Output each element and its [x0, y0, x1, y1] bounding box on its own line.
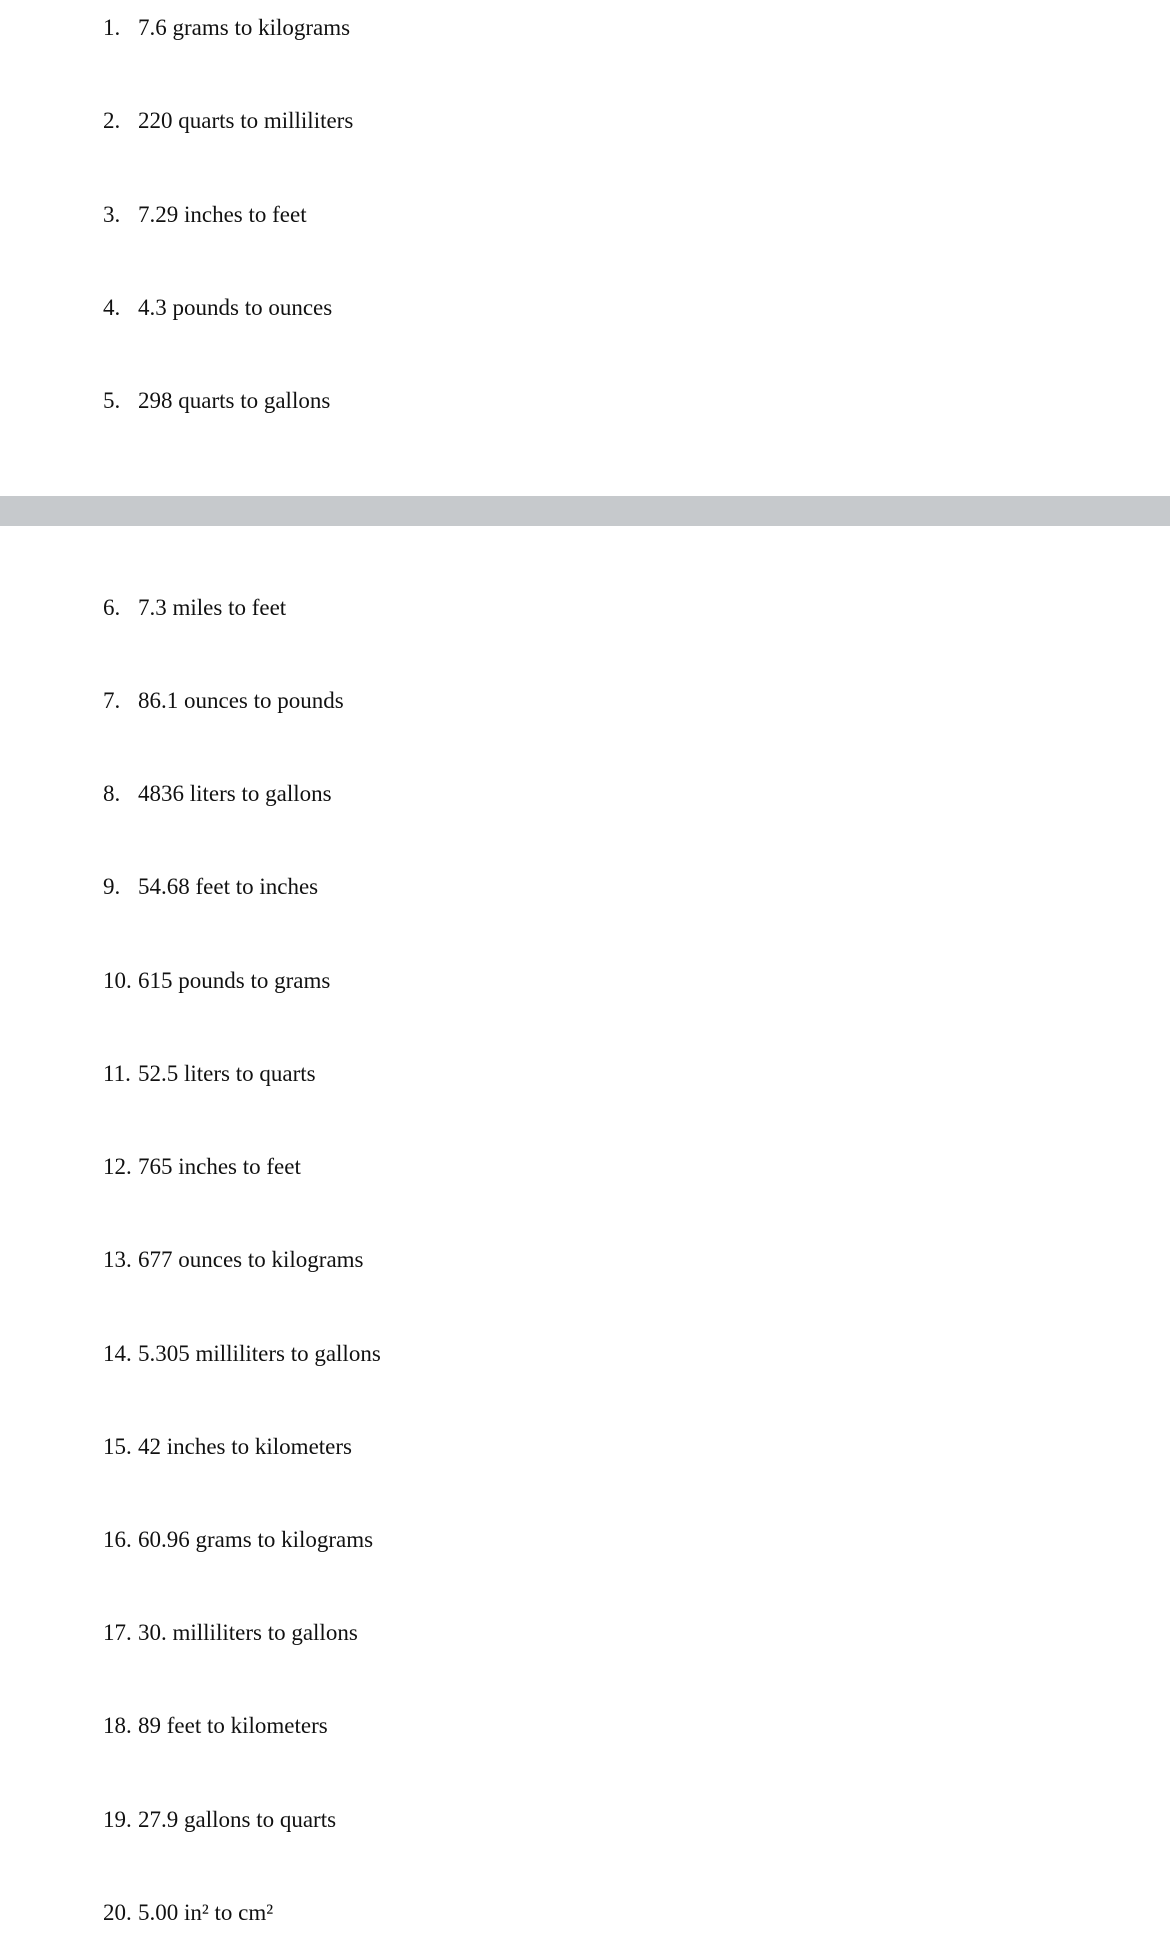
- problem-item-11: [103, 1060, 316, 1088]
- problem-item-8: [103, 780, 332, 808]
- problem-number: 12.: [103, 1154, 132, 1179]
- problem-text: 42 inches to kilometers: [138, 1434, 352, 1459]
- problem-number: 2.: [103, 108, 121, 133]
- problem-number: 5.: [103, 388, 121, 413]
- problem-item-5: [103, 387, 330, 415]
- problem-item-18: [103, 1712, 328, 1740]
- problem-item-3: [103, 201, 307, 229]
- page-separator: [0, 496, 1170, 526]
- problem-text: 5.00 in² to cm²: [138, 1900, 274, 1925]
- problem-number: 13.: [103, 1247, 132, 1272]
- problem-item-9: [103, 873, 318, 901]
- problem-item-2: [103, 107, 353, 135]
- problem-item-13: [103, 1246, 364, 1274]
- problem-number: 11.: [103, 1061, 131, 1086]
- problem-text: 4836 liters to gallons: [138, 781, 332, 806]
- problem-item-12: [103, 1153, 301, 1181]
- problem-text: 7.3 miles to feet: [138, 595, 287, 620]
- problem-number: 18.: [103, 1713, 132, 1738]
- problem-item-10: [103, 967, 330, 995]
- problem-text: 60.96 grams to kilograms: [138, 1527, 374, 1552]
- problem-number: 7.: [103, 688, 121, 713]
- problem-text: 52.5 liters to quarts: [138, 1061, 316, 1086]
- problem-number: 16.: [103, 1527, 132, 1552]
- document-page-2: [0, 526, 1170, 1953]
- problem-text: 615 pounds to grams: [138, 968, 331, 993]
- problem-item-16: [103, 1526, 373, 1554]
- problem-number: 8.: [103, 781, 121, 806]
- problem-number: 6.: [103, 595, 121, 620]
- problem-text: 27.9 gallons to quarts: [138, 1807, 337, 1832]
- problem-number: 4.: [103, 295, 121, 320]
- problem-number: 17.: [103, 1620, 132, 1645]
- problem-item-15: [103, 1433, 352, 1461]
- problem-text: 677 ounces to kilograms: [138, 1247, 364, 1272]
- problem-number: 10.: [103, 968, 132, 993]
- problem-item-19: [103, 1806, 336, 1834]
- problem-number: 20.: [103, 1900, 132, 1925]
- problem-item-14: [103, 1340, 381, 1368]
- problem-text: 5.305 milliliters to gallons: [138, 1341, 381, 1366]
- problem-text: 220 quarts to milliliters: [138, 108, 354, 133]
- problem-number: 1.: [103, 15, 121, 40]
- problem-item-1: [103, 14, 350, 42]
- problem-number: 9.: [103, 874, 121, 899]
- problem-number: 19.: [103, 1807, 132, 1832]
- problem-text: 30. milliliters to gallons: [138, 1620, 358, 1645]
- problem-item-20: [103, 1899, 273, 1927]
- problem-number: 3.: [103, 202, 121, 227]
- problem-item-17: [103, 1619, 358, 1647]
- problem-text: 4.3 pounds to ounces: [138, 295, 333, 320]
- problem-text: 86.1 ounces to pounds: [138, 688, 344, 713]
- problem-text: 7.29 inches to feet: [138, 202, 307, 227]
- problem-item-7: [103, 687, 344, 715]
- problem-text: 7.6 grams to kilograms: [138, 15, 351, 40]
- problem-item-4: [103, 294, 332, 322]
- problem-number: 15.: [103, 1434, 132, 1459]
- problem-item-6: [103, 594, 286, 622]
- problem-text: 298 quarts to gallons: [138, 388, 331, 413]
- document-page-1: [0, 0, 1170, 496]
- problem-text: 89 feet to kilometers: [138, 1713, 328, 1738]
- problem-text: 54.68 feet to inches: [138, 874, 319, 899]
- problem-text: 765 inches to feet: [138, 1154, 301, 1179]
- problem-number: 14.: [103, 1341, 132, 1366]
